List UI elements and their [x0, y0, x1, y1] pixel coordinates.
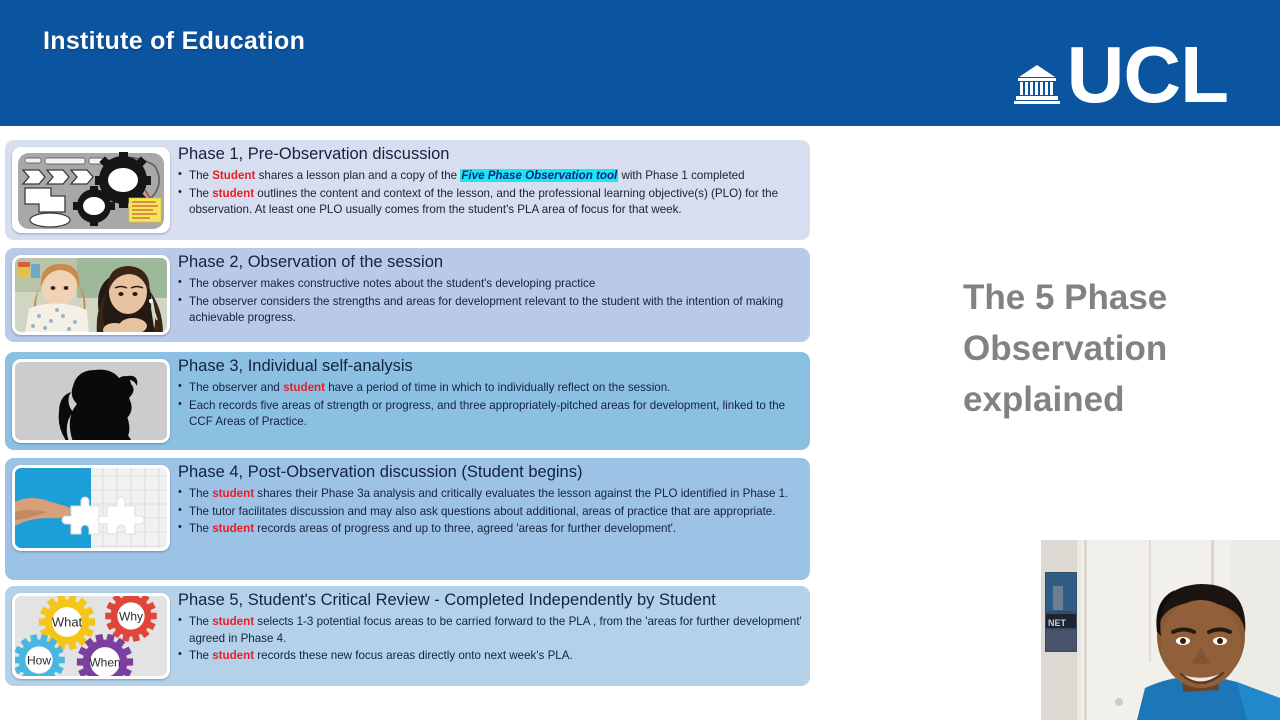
coloured-question-gears-icon — [15, 596, 167, 676]
adult-and-child-working-photo-thumbnail — [12, 255, 170, 335]
bullet-text: shares a lesson plan and a copy of the — [255, 169, 461, 183]
phase-bullet-list — [178, 168, 803, 218]
phase-heading: Phase 4, Post-Observation discussion (Student begins) — [178, 463, 583, 481]
phase-text-body — [178, 590, 803, 666]
phase-panel-3[interactable] — [5, 352, 810, 450]
bullet-item — [178, 504, 803, 520]
phase-bullet-list — [178, 486, 803, 537]
bullet-item — [178, 380, 803, 396]
phase-panel-5[interactable] — [5, 586, 810, 686]
bullet-item — [178, 294, 803, 327]
bullet-text: The observer makes constructive notes about the student's developing practice — [189, 277, 596, 291]
bullet-text: with Phase 1 completed — [618, 169, 745, 183]
phase-bullet-list — [178, 380, 803, 430]
webcam-video-frame — [1041, 540, 1280, 720]
thinking-person-silhouette-icon — [15, 362, 167, 440]
phase-heading: Phase 1, Pre-Observation discussion — [178, 145, 450, 163]
phase-text-body — [178, 144, 803, 220]
institute-title: Institute of Education — [43, 27, 306, 55]
phase-text-body — [178, 356, 803, 432]
ucl-wordmark: UCL — [1066, 30, 1228, 119]
bullet-text: selects 1-3 potential focus areas to be carried forward to the PLA , from the 'areas for further development' agreed in Phase 4. — [189, 615, 802, 645]
thumbnail-image — [15, 150, 167, 230]
phase-bullet-list — [178, 276, 803, 326]
phase-bullet-list — [178, 614, 803, 664]
cog-label: How — [26, 653, 52, 668]
bullet-text: shares their Phase 3a analysis and critically evaluates the lesson against the PLO identified in Phase 1. — [254, 487, 789, 501]
bullet-item — [178, 398, 803, 431]
bullet-text: The tutor facilitates discussion and may also ask questions about additional, areas of practice that are appropriate. — [189, 504, 776, 518]
bullet-item — [178, 186, 803, 219]
phase-text-body — [178, 462, 803, 539]
five-phase-observation-tool-highlight: Five Phase Observation tool — [461, 169, 618, 183]
phase-panel-1[interactable] — [5, 140, 810, 240]
phase-heading: Phase 5, Student's Critical Review - Completed Independently by Student — [178, 591, 716, 609]
thumbnail-image — [15, 258, 167, 332]
bullet-text: The — [189, 649, 213, 663]
phase-heading: Phase 2, Observation of the session — [178, 253, 444, 271]
jigsaw-puzzle-pieces-photo-thumbnail — [12, 465, 170, 551]
bullet-item — [178, 648, 803, 664]
bullet-text: The — [189, 186, 213, 200]
thinking-person-silhouette-thumbnail — [12, 359, 170, 443]
student-emphasis: student — [212, 649, 255, 663]
student-emphasis: student — [212, 615, 255, 629]
bullet-item — [178, 614, 803, 647]
presenter-webcam-feed[interactable] — [1041, 540, 1280, 720]
bullet-text: The — [189, 487, 213, 501]
phase-text-body — [178, 252, 803, 328]
cog-label: When — [89, 655, 121, 670]
bullet-text: records areas of progress and up to three, agreed 'areas for further development'. — [254, 522, 677, 536]
bullet-text: Each records five areas of strength or progress, and three appropriately-pitched areas for development, linked to the CCF Areas of Practice. — [189, 398, 786, 429]
bullet-text: The — [189, 169, 213, 183]
student-emphasis: Student — [212, 169, 256, 183]
gears-flowchart-diagram-icon — [15, 150, 167, 230]
svg-text:NET: NET — [1048, 618, 1066, 628]
phase-heading: Phase 3, Individual self-analysis — [178, 357, 413, 375]
bullet-text: have a period of time in which to individually reflect on the session. — [324, 381, 671, 395]
bullet-text: The observer considers the strengths and areas for development relevant to the student with the intention of making achievable progress. — [189, 294, 784, 325]
cog-label: What — [51, 614, 83, 630]
phase-panel-4[interactable] — [5, 458, 810, 580]
bullet-item — [178, 168, 803, 184]
bullet-item — [178, 486, 803, 502]
student-emphasis: student — [212, 487, 255, 501]
bullet-text: records these new focus areas directly onto next week's PLA. — [254, 649, 573, 663]
thumbnail-image — [15, 596, 167, 676]
student-emphasis: student — [283, 381, 325, 395]
adult-and-child-working-photo-icon — [15, 258, 167, 332]
gears-flowchart-diagram-thumbnail — [12, 147, 170, 233]
thumbnail-image — [15, 468, 167, 548]
student-emphasis: student — [212, 186, 255, 200]
coloured-question-gears-thumbnail — [12, 593, 170, 679]
thumbnail-image — [15, 362, 167, 440]
bullet-text: The observer and — [189, 381, 284, 395]
bullet-item — [178, 276, 803, 292]
student-emphasis: student — [212, 522, 255, 536]
cog-label: Why — [119, 609, 143, 624]
bullet-text: The — [189, 522, 213, 536]
bullet-item — [178, 521, 803, 537]
jigsaw-puzzle-pieces-photo-icon — [15, 468, 167, 548]
phase-panel-2[interactable] — [5, 248, 810, 342]
ucl-portico-icon — [1013, 64, 1061, 106]
bullet-text: outlines the content and context of the lesson, and the professional learning objective(s) (PLO) for the observation. At least one PLO usually comes from the student's PLA area of focus for that week. — [189, 186, 779, 217]
bullet-text: The — [189, 615, 213, 629]
slide-title: The 5 Phase Observation explained — [963, 278, 1168, 420]
header-banner — [0, 0, 1280, 126]
ucl-logo — [1013, 30, 1228, 119]
